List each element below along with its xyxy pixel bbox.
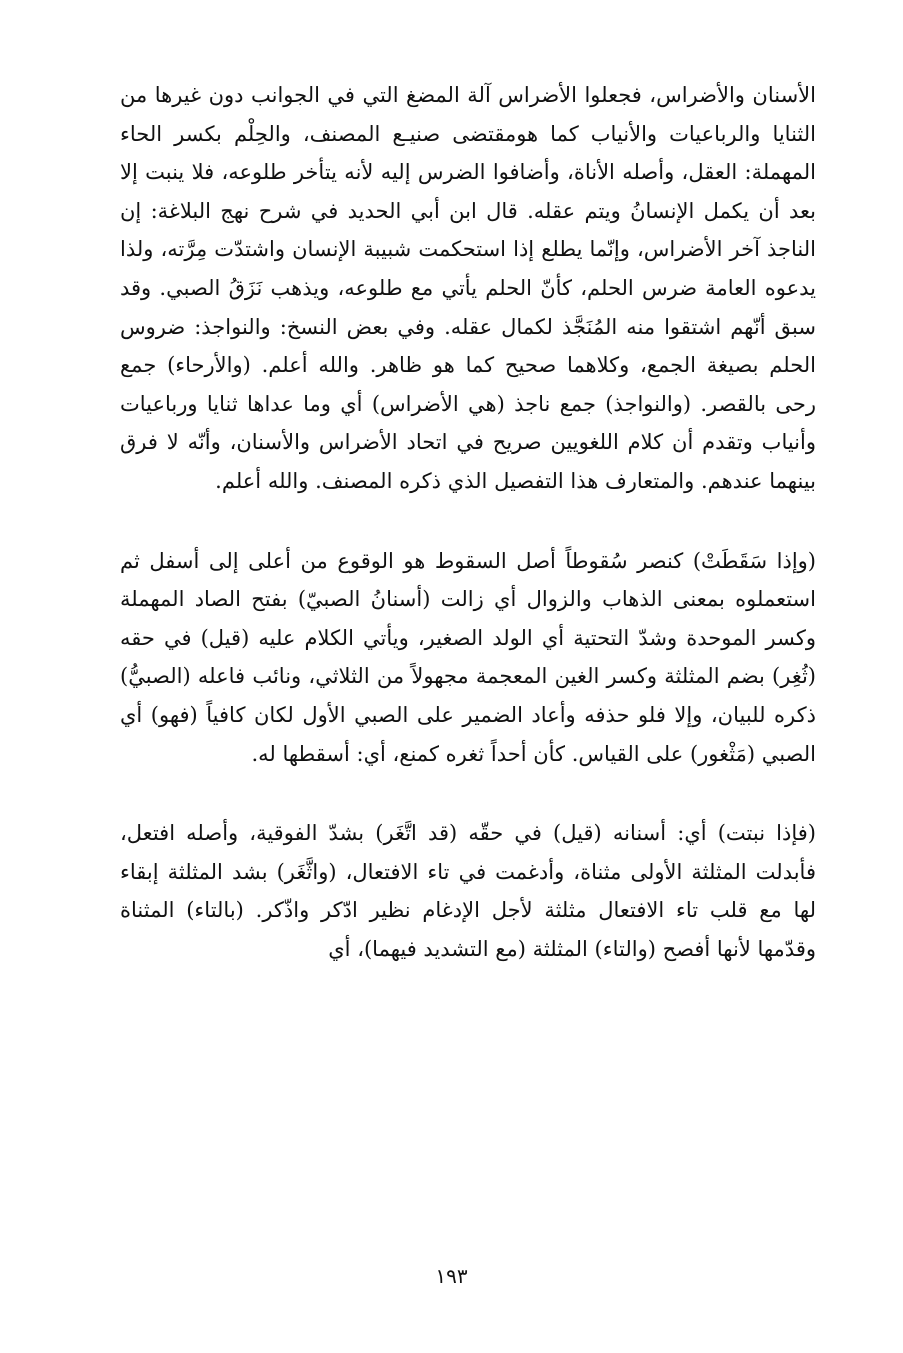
- page-number: ١٩٣: [435, 1264, 468, 1288]
- paragraph-tooth-growth: (فإذا نبتت) أي: أسنانه (قيل) في حقّه (قد اتَّغَر) بشدّ الفوقية، وأصله افتعل، فأبدلت المثلثة الأولى مثناة، وأدغمت في تاء الافتعال، (واثَّغَر) بشد المثلثة إبقاء لها مع قلب تاء الافتعال مثلثة لأجل الإدغام نظير ادّكر واذّكر. (بالتاء) المثناة وقدّمها لأنها أفصح (والتاء) المثلثة (مع التشديد فيهما)، أي: [120, 821, 816, 961]
- paragraph-teeth-types: الأسنان والأضراس، فجعلوا الأضراس آلة المضغ التي في الجوانب دون غيرها من الثنايا والرباعيات والأنياب كما هومقتضى صنيـع المصنف، والحِلْم بكسر الحاء المهملة: العقل، وأصله الأناة، وأضافوا الضرس إليه لأنه يتأخر طلوعه، فلا ينبت إلا بعد أن يكمل الإنسانُ ويتم عقله. قال ابن أبي الحديد في شرح نهج البلاغة: إن الناجذ آخر الأضراس، وإنّما يطلع إذا استحكمت شبيبة الإنسان واشتدّت مِرَّته، ولذا يدعوه العامة ضرس الحلم، كأنّ الحلم يأتي مع طلوعه، ويذهب نَزَقُ الصبي. وقد سبق أنّهم اشتقوا منه المُنَجَّذ لكمال عقله. وفي بعض النسخ: والنواجذ: ضروس الحلم بصيغة الجمع، وكلاهما صحيح كما هو ظاهر. والله أعلم. (والأرحاء) جمع رحى بالقصر. (والنواجذ) جمع ناجذ (هي الأضراس) أي وما عداها ثنايا ورباعيات وأنياب وتقدم أن كلام اللغويين صريح في اتحاد الأضراس والأسنان، وأنّه لا فرق بينهما عندهم. والمتعارف هذا التفصيل الذي ذكره المصنف. والله أعلم.: [120, 83, 816, 493]
- paragraph-spacer: [120, 501, 816, 542]
- paragraph-spacer: [120, 773, 816, 814]
- paragraph-tooth-loss: (وإذا سَقَطَتْ) كنصر سُقوطاً أصل السقوط هو الوقوع من أعلى إلى أسفل ثم استعملوه بمعنى الذهاب والزوال أي زالت (أسنانُ الصبيّ) بفتح الصاد المهملة وكسر الموحدة وشدّ التحتية أي الولد الصغير، ويأتي الكلام عليه (قيل) في حقه (ثُغِر) بضم المثلثة وكسر الغين المعجمة مجهولاً من الثلاثي، ونائب فاعله (الصبيُّ) ذكره للبيان، وإلا فلو حذفه وأعاد الضمير على الصبي الأول لكان كافياً (فهو) أي الصبي (مَثْغور) على القياس. كأن أحداً ثغره كمنع، أي: أسقطها له.: [120, 548, 816, 766]
- page-body: [120, 76, 816, 968]
